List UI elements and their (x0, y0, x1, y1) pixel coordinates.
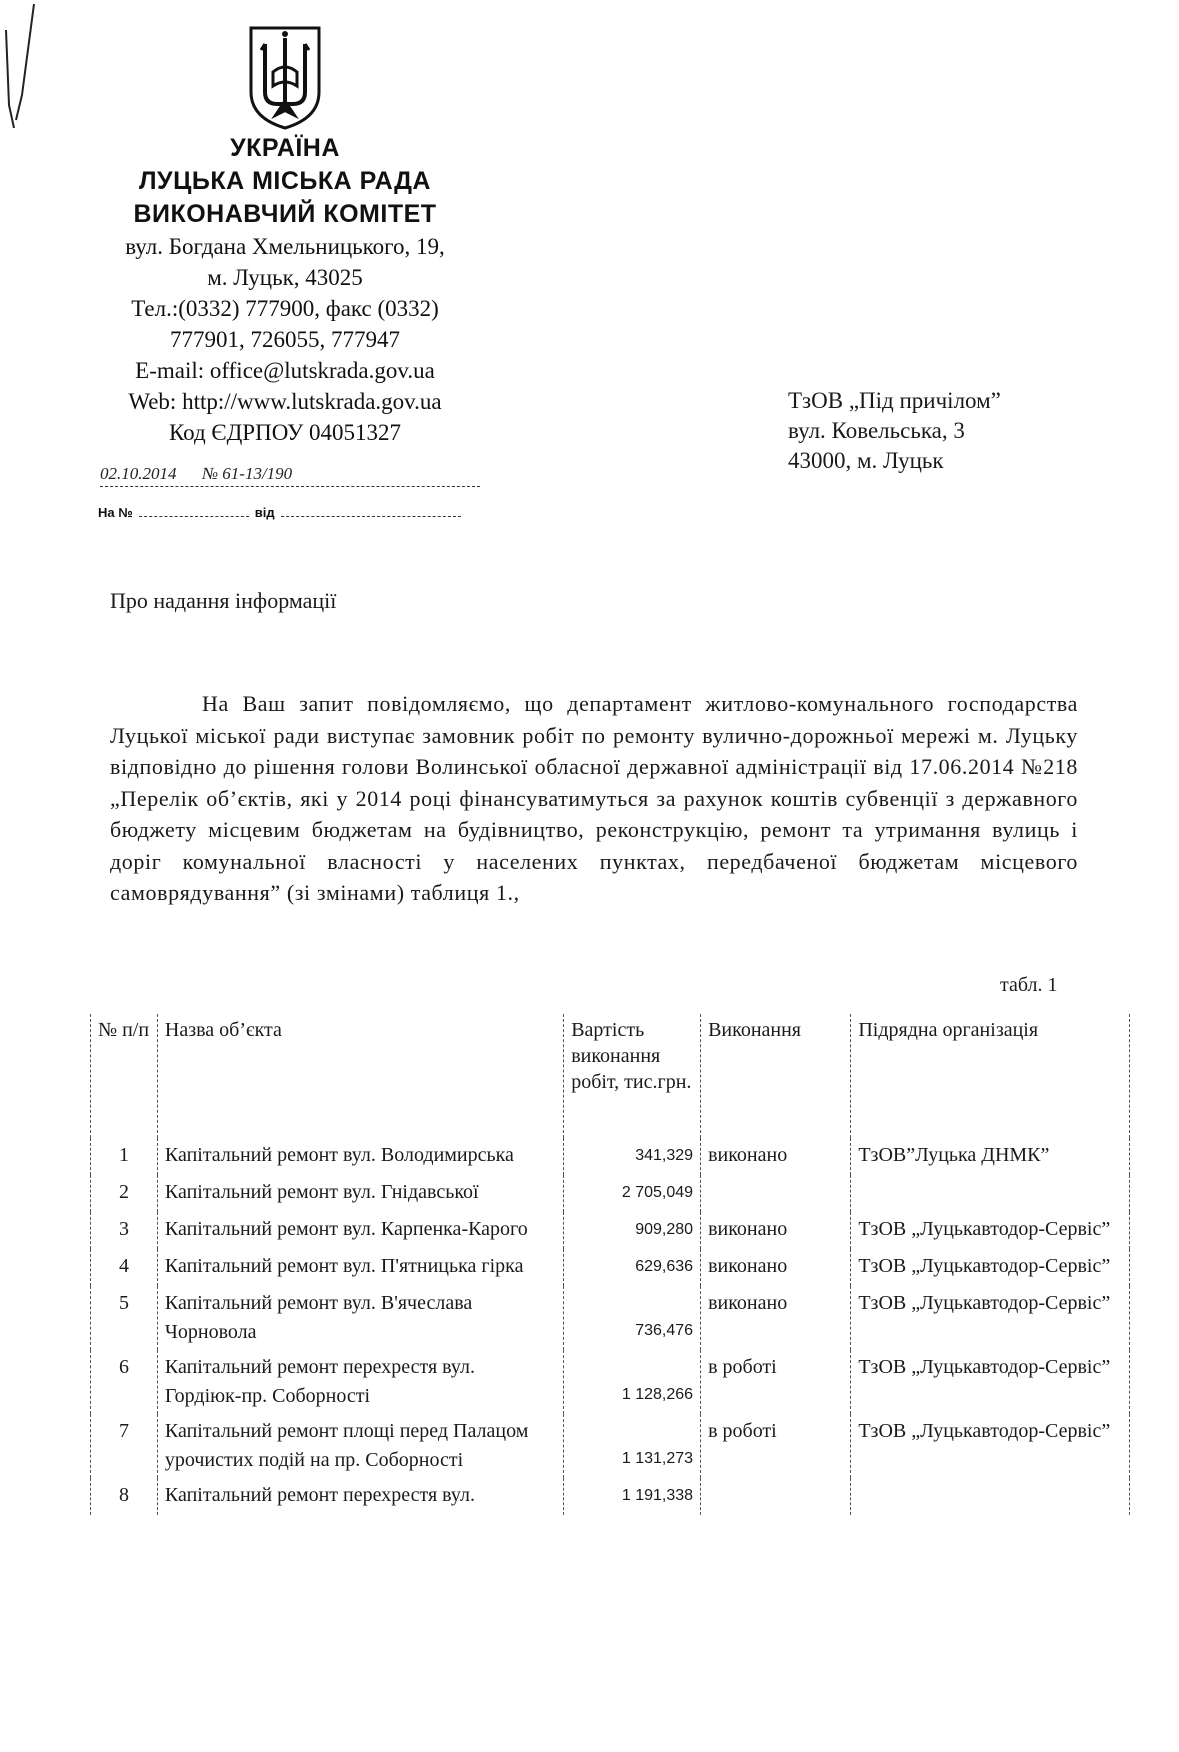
contractor (851, 1175, 1130, 1212)
row-number: 2 (91, 1175, 158, 1212)
reply-date-blank (281, 516, 461, 517)
work-cost: 1 191,338 (564, 1478, 701, 1515)
header-status: Виконання (701, 1014, 851, 1138)
row-number: 4 (91, 1249, 158, 1286)
council-name: ЛУЦЬКА МІСЬКА РАДА (139, 167, 431, 195)
object-name: Капітальний ремонт площі перед Палацом урочистих подій на пр. Соборності (157, 1414, 563, 1478)
table-row (91, 1249, 1130, 1286)
contractor: ТзОВ „Луцькавтодор-Сервіс” (851, 1414, 1130, 1478)
contractor: ТзОВ „Луцькавтодор-Сервіс” (851, 1350, 1130, 1414)
edrpou-code: Код ЄДРПОУ 04051327 (168, 420, 402, 445)
contractor: ТзОВ „Луцькавтодор-Сервіс” (851, 1212, 1130, 1249)
committee-name: ВИКОНАВЧИЙ КОМІТЕТ (133, 200, 437, 228)
table-row (91, 1286, 1130, 1350)
recipient-name: ТзОВ „Під причілом” (788, 388, 1001, 413)
phone-line-2: 777901, 726055, 777947 (170, 327, 400, 352)
row-number: 1 (91, 1138, 158, 1175)
work-status: виконано (701, 1286, 851, 1350)
reply-from-label: від (254, 505, 275, 520)
work-status (701, 1478, 851, 1515)
object-name: Капітальний ремонт вул. Володимирська (157, 1138, 563, 1175)
header-cost: Вартість виконання робіт, тис.грн. (564, 1014, 701, 1138)
object-name: Капітальний ремонт вул. П'ятницька гірка (157, 1249, 563, 1286)
letter-subject: Про надання інформації (110, 588, 337, 613)
work-status: виконано (701, 1249, 851, 1286)
table-header-row (91, 1014, 1130, 1138)
row-number: 5 (91, 1286, 158, 1350)
row-number: 8 (91, 1478, 158, 1515)
table-row (91, 1175, 1130, 1212)
work-cost: 341,329 (564, 1138, 701, 1175)
registration-number: 61-13/190 (222, 464, 293, 483)
contractor: ТзОВ”Луцька ДНМК” (851, 1138, 1130, 1175)
letter-body: На Ваш запит повідомляємо, що департамент житлово-комунального господарства Луцької міської ради виступає замовник робіт по ремонту вулично-дорожньої мережі м. Луцьку відповідно до рішення голови Волинської обласної державної адміністрації від 17.06.2014 №218 „Перелік об’єктів, які у 2014 році фінансуватимуться за рахунок коштів субвенції з державного бюджету місцевим бюджетам на будівництво, реконструкцію, ремонт та утримання вулиць і доріг комунальної власності у населених пунктах, передбаченої бюджетам місцевого самоврядування” (зі змінами) таблиця 1., (110, 691, 1078, 905)
object-name: Капітальний ремонт вул. Гнідавської (157, 1175, 563, 1212)
registration-date: 02.10.2014 (100, 464, 177, 483)
table-row (91, 1212, 1130, 1249)
country-name: УКРАЇНА (230, 134, 340, 162)
work-cost: 1 128,266 (564, 1350, 701, 1414)
sender-header (60, 132, 510, 448)
header-name: Назва об’єкта (157, 1014, 563, 1138)
work-cost: 736,476 (564, 1286, 701, 1350)
registration-line (100, 464, 480, 487)
reply-reference-line (98, 505, 478, 520)
row-number: 3 (91, 1212, 158, 1249)
work-cost: 2 705,049 (564, 1175, 701, 1212)
work-status: виконано (701, 1138, 851, 1175)
table-row (91, 1414, 1130, 1478)
recipient-block (788, 386, 1118, 476)
header-no: № п/п (91, 1014, 158, 1138)
work-status (701, 1175, 851, 1212)
object-name: Капітальний ремонт вул. Карпенка-Карого (157, 1212, 563, 1249)
works-table (90, 1014, 1130, 1515)
trident-emblem-icon (245, 22, 325, 132)
email-line: E-mail: office@lutskrada.gov.ua (135, 358, 435, 383)
row-number: 7 (91, 1414, 158, 1478)
header-contractor: Підрядна організація (851, 1014, 1130, 1138)
row-number: 6 (91, 1350, 158, 1414)
table-row (91, 1138, 1130, 1175)
work-cost: 629,636 (564, 1249, 701, 1286)
contractor (851, 1478, 1130, 1515)
object-name: Капітальний ремонт вул. В'ячеслава Чорновола (157, 1286, 563, 1350)
table-row (91, 1350, 1130, 1414)
work-status: в роботі (701, 1414, 851, 1478)
object-name: Капітальний ремонт перехрестя вул. Гордіюк-пр. Соборності (157, 1350, 563, 1414)
reply-number-prefix: На № (98, 505, 133, 520)
web-line: Web: http://www.lutskrada.gov.ua (128, 389, 442, 414)
reply-number-blank (139, 516, 249, 517)
registration-number-prefix: № (202, 464, 219, 483)
work-status: в роботі (701, 1350, 851, 1414)
contractor: ТзОВ „Луцькавтодор-Сервіс” (851, 1249, 1130, 1286)
address-line-2: м. Луцьк, 43025 (207, 265, 363, 290)
work-status: виконано (701, 1212, 851, 1249)
object-name: Капітальний ремонт перехрестя вул. (157, 1478, 563, 1515)
table-label: табл. 1 (1000, 974, 1058, 996)
work-cost: 909,280 (564, 1212, 701, 1249)
work-cost: 1 131,273 (564, 1414, 701, 1478)
recipient-city: 43000, м. Луцьк (788, 448, 944, 473)
contractor: ТзОВ „Луцькавтодор-Сервіс” (851, 1286, 1130, 1350)
margin-pen-mark (0, 0, 40, 150)
address-line-1: вул. Богдана Хмельницького, 19, (125, 234, 445, 259)
phone-line-1: Тел.:(0332) 777900, факс (0332) (131, 296, 439, 321)
recipient-street: вул. Ковельська, 3 (788, 418, 965, 443)
table-row (91, 1478, 1130, 1515)
